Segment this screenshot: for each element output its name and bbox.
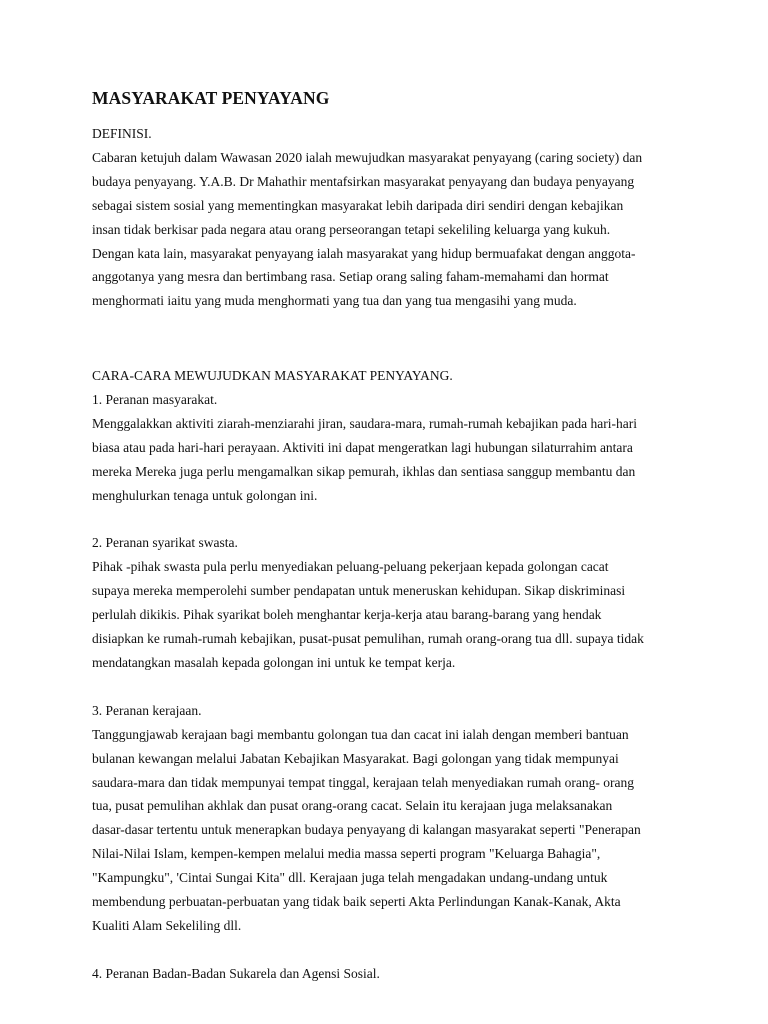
document-title: MASYARAKAT PENYAYANG [92,88,330,108]
paragraph-line: Pihak -pihak swasta pula perlu menyediakan peluang-peluang pekerjaan kepada golongan cacat [92,559,609,575]
paragraph-line: dasar-dasar tertentu untuk menerapkan budaya penyayang di kalangan masyarakat seperti "Penerapan [92,822,641,838]
paragraph-line: biasa atau pada hari-hari perayaan. Aktiviti ini dapat mengeratkan lagi hubungan silaturrahim antara [92,439,633,455]
section-heading-3: 3. Peranan kerajaan. [92,702,202,718]
definisi-section [92,122,692,313]
paragraph-line: Nilai-Nilai Islam, kempen-kempen melalui media massa seperti program "Keluarga Bahagia", [92,846,601,862]
paragraph-line: insan tidak berkisar pada negara atau orang perseorangan tetapi sekeliling keluarga yang kukuh. [92,221,611,237]
paragraph-line: anggotanya yang mesra dan bertimbang rasa. Setiap orang saling faham-memahami dan hormat [92,269,609,285]
paragraph-line: mendatangkan masalah kepada golongan ini untuk ke tempat kerja. [92,655,456,670]
paragraph-line: perlulah dikikis. Pihak syarikat boleh menghantar kerja-kerja atau barang-barang yang hendak [92,607,602,623]
section-heading-2: 2. Peranan syarikat swasta. [92,535,238,551]
paragraph-line: Tanggungjawab kerajaan bagi membantu golongan tua dan cacat ini ialah dengan memberi bantuan [92,726,629,742]
paragraph-line: Dengan kata lain, masyarakat penyayang ialah masyarakat yang hidup bermuafakat dengan anggota- [92,245,636,261]
paragraph-line: sebagai sistem sosial yang mementingkan masyarakat lebih daripada diri sendiri dengan kebajikan [92,197,624,213]
paragraph-line: "Kampungku", 'Cintai Sungai Kita" dll. Kerajaan juga telah mengadakan undang-undang untuk [92,870,608,886]
definisi-heading: DEFINISI. [92,126,152,141]
paragraph-line: menghormati iaitu yang muda menghormati yang tua dan yang tua mengasihi yang muda. [92,293,577,309]
section-heading-1: 1. Peranan masyarakat. [92,392,218,408]
paragraph-line: Cabaran ketujuh dalam Wawasan 2020 ialah mewujudkan masyarakat penyayang (caring society) dan [92,149,643,165]
paragraph-line: menghulurkan tenaga untuk golongan ini. [92,487,318,503]
cara-section [92,364,692,986]
paragraph-line: mereka Mereka juga perlu mengamalkan sikap pemurah, ikhlas dan sentiasa sanggup membantu dan [92,463,636,479]
paragraph-line: Menggalakkan aktiviti ziarah-menziarahi jiran, saudara-mara, rumah-rumah kebajikan pada hari-hari [92,415,637,431]
document-page [92,86,692,986]
paragraph-line: budaya penyayang. Y.A.B. Dr Mahathir mentafsirkan masyarakat penyayang dan budaya penyayang [92,173,635,189]
paragraph-line: saudara-mara dan tidak mempunyai tempat tinggal, kerajaan telah menyediakan rumah orang- orang [92,774,635,790]
paragraph-line: Kualiti Alam Sekeliling dll. [92,917,242,933]
paragraph-line: membendung perbuatan-perbuatan yang tidak baik seperti Akta Perlindungan Kanak-Kanak, Akta [92,894,621,910]
paragraph-line: disiapkan ke rumah-rumah kebajikan, pusat-pusat pemulihan, rumah orang-orang tua dll. supaya tidak [92,631,644,647]
paragraph-line: tua, pusat pemulihan akhlak dan pusat orang-orang cacat. Selain itu kerajaan juga melaksanakan [92,798,613,814]
paragraph-line: bulanan kewangan melalui Jabatan Kebajikan Masyarakat. Bagi golongan yang tidak mempunyai [92,750,619,766]
section-heading-4: 4. Peranan Badan-Badan Sukarela dan Agensi Sosial. [92,965,380,981]
cara-heading: CARA-CARA MEWUJUDKAN MASYARAKAT PENYAYANG. [92,368,453,384]
paragraph-line: supaya mereka memperolehi sumber pendapatan untuk meneruskan kehidupan. Sikap diskriminasi [92,583,626,599]
